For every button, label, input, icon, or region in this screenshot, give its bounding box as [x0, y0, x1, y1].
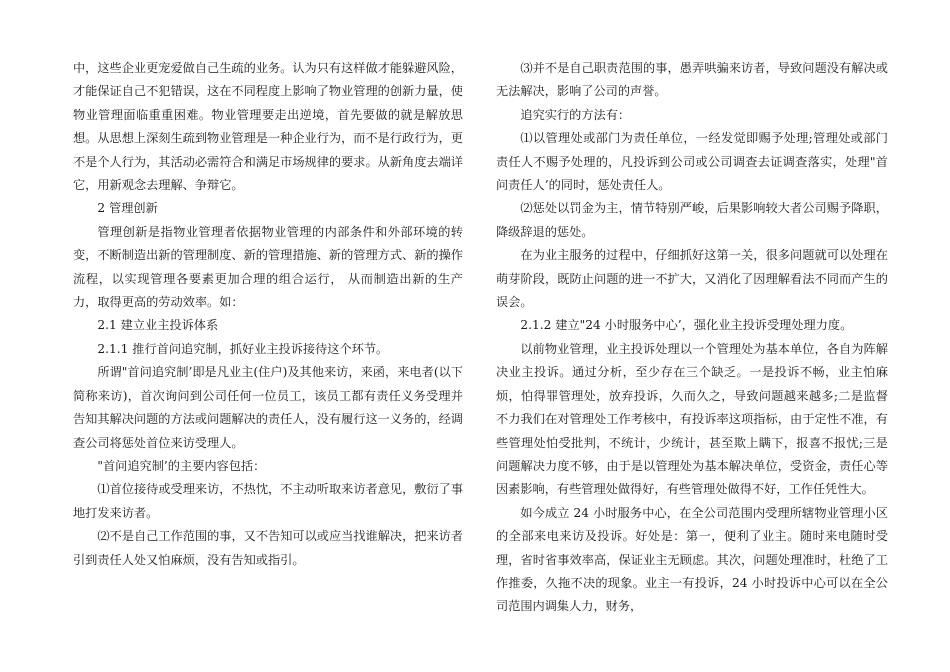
paragraph-main-content-intro: "首问追究制’的主要内容包括： [97, 458, 266, 473]
subsection-heading-complaint-system: 2.1 建立业主投诉体系 [97, 318, 219, 333]
list-item-1: ⑴首位接待或受理来访，不热忱，不主动听取来访者意见，敷衍了事地打发来访者。 [73, 482, 464, 520]
paragraph-management-innovation-definition: 管理创新是指物业管理者依据物业管理的内部条件和外部环境的转变，不断制造出新的管理制度、新的管理措施、新的管理方式、新的操作流程，以实现管理各要素更加合理的组合运行， 从而制造出新的生产力，取得更高的劳动效率。如： [73, 224, 463, 310]
paragraph-continued-text: 中，这些企业更宠爱做自己生疏的业务。认为只有这样做才能躲避风险，才能保证自己不犯错误，这在不同程度上影响了物业管理的创新力量，使物业管理面临重重困难。物业管理要走出逆境，首先要做的就是解放思想。从思想上深刻生疏到物业管理是一种企业行为，而不是行政行为，更不是个人行为，其活动必需符合和满足市场规律的要求。从新角度去端详它，用新观念去理解、争辩它。 [73, 61, 463, 193]
section-heading-management-innovation: 2 管理创新 [97, 201, 158, 216]
list-item-2: ⑵不是自己工作范围的事，又不告知可以或应当找谁解决，把来访者引到责任人处又怕麻烦，没有告知或指引。 [73, 529, 464, 567]
subsubsection-heading-24h-center: 2.1.2 建立"24 小时服务中心’，强化业主投诉受理处理力度。 [520, 318, 853, 333]
list-item-3: ⑶并不是自己职责范围的事，愚弄哄骗来访者，导致问题没有解决或无法解决，影响了公司的声誉。 [496, 61, 888, 99]
paragraph-first-checkpoint: 在为业主服务的过程中，仔细抓好这第一关，很多问题就可以处理在萌芽阶段，既防止问题的进一不扩大，又消化了因理解看法不同而产生的误会。 [496, 248, 888, 310]
method-item-1: ⑴以管理处或部门为责任单位，一经发觉即赐予处理;管理处或部门责任人不赐予处理的，凡投诉到公司或公司调查去证调查落实，处理"首问责任人’的同时，惩处责任人。 [496, 131, 888, 193]
left-column [73, 57, 463, 572]
paragraph-24h-center-benefits: 如今成立 24 小时服务中心，在全公司范围内受理所辖物业管理小区的全部来电来访及投诉。好处是：第一，便利了业主。随时来电随时受理，省时省事效率高，保证业主无顾虑。其次，问题处理准时，杜绝了工作推委，久拖不决的现象。业主一有投诉，24 小时投诉中心可以在全公司范围内调集人力，财务， [496, 505, 888, 614]
method-item-2: ⑵惩处以罚金为主，情节特别严峻，后果影响较大者公司赐予降职，降级辞退的惩处。 [496, 201, 888, 239]
subsubsection-heading-first-inquiry: 2.1.1 推行首问追究制，抓好业主投诉接待这个环节。 [97, 341, 389, 356]
paragraph-methods-intro: 追究实行的方法有： [520, 107, 631, 122]
right-column [496, 57, 888, 619]
paragraph-previous-shortcomings: 以前物业管理，业主投诉处理以一个管理处为基本单位，各自为阵解决业主投诉。通过分析，至少存在三个缺乏。一是投诉不畅，业主怕麻烦，怕得罪管理处，放弃投诉，久而久之，导致问题越来越多;二是监督不力我们在对管理处工作考核中，有投诉率这项指标，由于定性不准，有些管理处怕受批判，不统计，少统计，甚至欺上瞒下，报喜不报忧;三是问题解决力度不够，由于是以管理处为基本解决单位，受资金，责任心等因素影响，有些管理处做得好，有些管理处做得不好，工作任凭性大。 [496, 341, 888, 497]
paragraph-first-inquiry-definition: 所谓"首问追究制’即是凡业主(住户)及其他来访，来函，来电者(以下简称来访)，首次询问到公司任何一位员工，该员工都有责任义务受理并告知其解决问题的方法或问题解决的责任人，没有履行这一义务的，经调查公司将惩处首位来访受理人。 [73, 365, 463, 450]
